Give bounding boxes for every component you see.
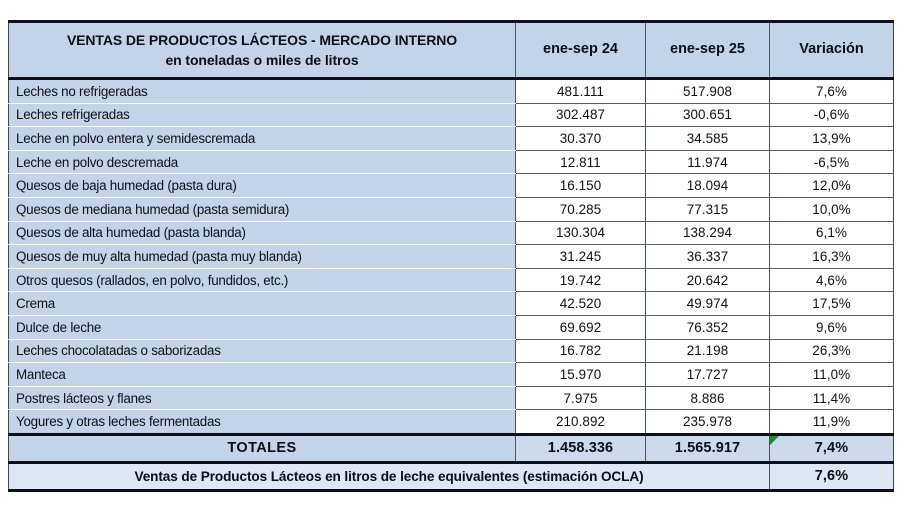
cell-ene-sep-25: 235.978 xyxy=(646,410,770,435)
row-label: Leche en polvo descremada xyxy=(9,150,516,174)
row-label: Quesos de muy alta humedad (pasta muy blanda) xyxy=(9,245,516,269)
cell-ene-sep-24: 12.811 xyxy=(516,150,646,174)
cell-ene-sep-24: 70.285 xyxy=(516,197,646,221)
table-row xyxy=(9,174,894,198)
column-header-ene-sep-24: ene-sep 24 xyxy=(516,22,646,79)
cell-ene-sep-24: 31.245 xyxy=(516,245,646,269)
cell-ene-sep-24: 16.150 xyxy=(516,174,646,198)
table-row xyxy=(9,197,894,221)
cell-variacion: 11,0% xyxy=(770,363,894,387)
table-row xyxy=(9,79,894,104)
cell-ene-sep-25: 49.974 xyxy=(646,292,770,316)
cell-ene-sep-25: 17.727 xyxy=(646,363,770,387)
cell-ene-sep-25: 34.585 xyxy=(646,127,770,151)
table-row xyxy=(9,363,894,387)
dairy-sales-table-container xyxy=(8,20,893,492)
table-row xyxy=(9,386,894,410)
cell-variacion: 6,1% xyxy=(770,221,894,245)
totals-variacion xyxy=(770,434,894,462)
cell-ene-sep-25: 138.294 xyxy=(646,221,770,245)
row-label: Yogures y otras leches fermentadas xyxy=(9,410,516,435)
column-header-ene-sep-25: ene-sep 25 xyxy=(646,22,770,79)
table-row xyxy=(9,150,894,174)
cell-variacion: -0,6% xyxy=(770,103,894,127)
table-title-line-2: en toneladas o miles de litros xyxy=(165,52,359,68)
cell-ene-sep-25: 76.352 xyxy=(646,315,770,339)
cell-ene-sep-25: 8.886 xyxy=(646,386,770,410)
cell-variacion: 10,0% xyxy=(770,197,894,221)
totals-ene-sep-24: 1.458.336 xyxy=(516,434,646,462)
footer-variacion: 7,6% xyxy=(770,462,894,490)
cell-ene-sep-24: 16.782 xyxy=(516,339,646,363)
table-row xyxy=(9,268,894,292)
cell-ene-sep-24: 15.970 xyxy=(516,363,646,387)
cell-ene-sep-25: 77.315 xyxy=(646,197,770,221)
footer-row xyxy=(9,462,894,490)
row-label: Otros quesos (rallados, en polvo, fundidos, etc.) xyxy=(9,268,516,292)
cell-variacion: 16,3% xyxy=(770,245,894,269)
row-label: Crema xyxy=(9,292,516,316)
row-label: Leches refrigeradas xyxy=(9,103,516,127)
totals-variacion-value: 7,4% xyxy=(814,440,849,457)
totals-ene-sep-25: 1.565.917 xyxy=(646,434,770,462)
table-row xyxy=(9,292,894,316)
totals-label: TOTALES xyxy=(9,434,516,462)
cell-ene-sep-24: 130.304 xyxy=(516,221,646,245)
comment-flag-icon xyxy=(770,436,779,445)
cell-ene-sep-25: 517.908 xyxy=(646,79,770,104)
row-label: Leche en polvo entera y semidescremada xyxy=(9,127,516,151)
row-label: Quesos de alta humedad (pasta blanda) xyxy=(9,221,516,245)
cell-variacion: -6,5% xyxy=(770,150,894,174)
cell-variacion: 13,9% xyxy=(770,127,894,151)
cell-ene-sep-25: 20.642 xyxy=(646,268,770,292)
cell-ene-sep-25: 21.198 xyxy=(646,339,770,363)
row-label: Quesos de mediana humedad (pasta semidura) xyxy=(9,197,516,221)
table-row xyxy=(9,315,894,339)
cell-ene-sep-25: 300.651 xyxy=(646,103,770,127)
table-row xyxy=(9,127,894,151)
dairy-sales-table xyxy=(8,20,894,492)
table-row xyxy=(9,410,894,435)
cell-ene-sep-24: 69.692 xyxy=(516,315,646,339)
table-row xyxy=(9,339,894,363)
cell-ene-sep-25: 36.337 xyxy=(646,245,770,269)
cell-variacion: 4,6% xyxy=(770,268,894,292)
table-title-line-1: VENTAS DE PRODUCTOS LÁCTEOS - MERCADO INTERNO xyxy=(66,31,458,48)
cell-ene-sep-24: 19.742 xyxy=(516,268,646,292)
cell-variacion: 26,3% xyxy=(770,339,894,363)
footer-note: Ventas de Productos Lácteos en litros de leche equivalentes (estimación OCLA) xyxy=(9,462,770,490)
cell-variacion: 7,6% xyxy=(770,79,894,104)
table-body xyxy=(9,79,894,491)
table-row xyxy=(9,221,894,245)
cell-variacion: 9,6% xyxy=(770,315,894,339)
cell-ene-sep-24: 42.520 xyxy=(516,292,646,316)
cell-ene-sep-25: 18.094 xyxy=(646,174,770,198)
cell-ene-sep-24: 30.370 xyxy=(516,127,646,151)
cell-ene-sep-24: 7.975 xyxy=(516,386,646,410)
column-header-variacion: Variación xyxy=(770,22,894,79)
row-label: Quesos de baja humedad (pasta dura) xyxy=(9,174,516,198)
row-label: Postres lácteos y flanes xyxy=(9,386,516,410)
cell-variacion: 11,9% xyxy=(770,410,894,435)
cell-variacion: 11,4% xyxy=(770,386,894,410)
table-row xyxy=(9,103,894,127)
cell-variacion: 17,5% xyxy=(770,292,894,316)
table-header xyxy=(9,22,894,79)
header-row xyxy=(9,22,894,79)
row-label: Leches chocolatadas o saborizadas xyxy=(9,339,516,363)
cell-ene-sep-24: 481.111 xyxy=(516,79,646,104)
cell-variacion: 12,0% xyxy=(770,174,894,198)
row-label: Manteca xyxy=(9,363,516,387)
cell-ene-sep-24: 210.892 xyxy=(516,410,646,435)
row-label: Dulce de leche xyxy=(9,315,516,339)
totals-row xyxy=(9,434,894,462)
cell-ene-sep-24: 302.487 xyxy=(516,103,646,127)
table-row xyxy=(9,245,894,269)
table-title-cell xyxy=(9,22,516,79)
cell-ene-sep-25: 11.974 xyxy=(646,150,770,174)
row-label: Leches no refrigeradas xyxy=(9,79,516,104)
